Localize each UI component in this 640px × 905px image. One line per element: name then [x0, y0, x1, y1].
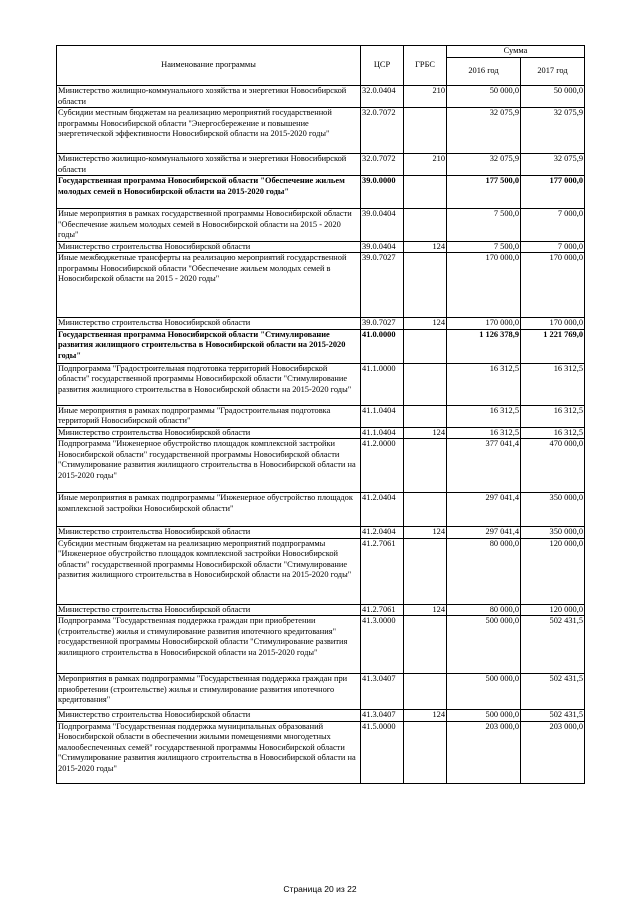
grbs-cell [404, 493, 447, 527]
grbs-cell: 124 [404, 710, 447, 722]
grbs-cell: 210 [404, 154, 447, 176]
grbs-cell [404, 538, 447, 604]
table-row [57, 674, 585, 710]
grbs-cell: 124 [404, 604, 447, 616]
csr-cell: 41.3.0000 [361, 616, 404, 674]
amount-2016-cell: 80 000,0 [447, 538, 521, 604]
amount-2017-cell: 350 000,0 [521, 493, 585, 527]
amount-2016-cell: 50 000,0 [447, 86, 521, 108]
grbs-cell [404, 176, 447, 209]
amount-2016-cell: 16 312,5 [447, 363, 521, 405]
amount-2017-cell: 177 000,0 [521, 176, 585, 209]
header-year-2017: 2017 год [521, 58, 585, 86]
grbs-cell [404, 616, 447, 674]
grbs-cell: 210 [404, 86, 447, 108]
amount-2016-cell: 297 041,4 [447, 493, 521, 527]
program-name-cell: Подпрограмма "Инженерное обустройство площадок комплексной застройки Новосибирской области" государственной программы Новосибирской области "Стимулирование развития жилищного строительства в Новосибирской области на 2015-2020 годы" [57, 439, 361, 493]
header-grbs: ГРБС [404, 46, 447, 86]
csr-cell: 41.3.0407 [361, 674, 404, 710]
grbs-cell [404, 439, 447, 493]
grbs-cell [404, 108, 447, 154]
amount-2016-cell: 500 000,0 [447, 710, 521, 722]
amount-2017-cell: 7 000,0 [521, 209, 585, 242]
program-name-cell: Министерство строительства Новосибирской области [57, 318, 361, 330]
grbs-cell [404, 209, 447, 242]
amount-2016-cell: 170 000,0 [447, 253, 521, 318]
table-row [57, 604, 585, 616]
amount-2016-cell: 377 041,4 [447, 439, 521, 493]
program-name-cell: Государственная программа Новосибирской области "Стимулирование развития жилищного строительства в Новосибирской области на 2015-2020 годы" [57, 329, 361, 363]
csr-cell: 41.1.0000 [361, 363, 404, 405]
grbs-cell [404, 363, 447, 405]
amount-2016-cell: 16 312,5 [447, 427, 521, 439]
grbs-cell: 124 [404, 318, 447, 330]
amount-2017-cell: 50 000,0 [521, 86, 585, 108]
table-row [57, 493, 585, 527]
program-name-cell: Подпрограмма "Государственная поддержка муниципальных образований Новосибирской области в обеспечении жилыми помещениями многодетных малообеспеченных семей" государственной программы Новосибирской области "Стимулирование развития жилищного строительства в Новосибирской области на 2015-2020 годы" [57, 721, 361, 783]
csr-cell: 32.0.0404 [361, 86, 404, 108]
header-year-2016: 2016 год [447, 58, 521, 86]
program-name-cell: Подпрограмма "Государственная поддержка граждан при приобретении (строительстве) жилья и стимулирование развития ипотечного кредитования" государственной программы Новосибирской области "Стимулирование развития жилищного строительства в Новосибирской области на 2015-2020 годы" [57, 616, 361, 674]
table-row [57, 427, 585, 439]
csr-cell: 41.2.7061 [361, 538, 404, 604]
page-number: Страница 20 из 22 [283, 884, 357, 894]
csr-cell: 41.3.0407 [361, 710, 404, 722]
table-row [57, 439, 585, 493]
table-row [57, 721, 585, 783]
amount-2017-cell: 16 312,5 [521, 405, 585, 427]
csr-cell: 41.1.0404 [361, 405, 404, 427]
amount-2016-cell: 500 000,0 [447, 616, 521, 674]
amount-2017-cell: 502 431,5 [521, 710, 585, 722]
table-row [57, 318, 585, 330]
table-row [57, 241, 585, 253]
program-name-cell: Министерство строительства Новосибирской области [57, 710, 361, 722]
amount-2016-cell: 7 500,0 [447, 209, 521, 242]
csr-cell: 32.0.7072 [361, 108, 404, 154]
program-name-cell: Министерство строительства Новосибирской области [57, 241, 361, 253]
amount-2017-cell: 32 075,9 [521, 154, 585, 176]
amount-2016-cell: 170 000,0 [447, 318, 521, 330]
grbs-cell [404, 329, 447, 363]
amount-2016-cell: 1 126 378,9 [447, 329, 521, 363]
table-row [57, 154, 585, 176]
csr-cell: 41.0.0000 [361, 329, 404, 363]
program-name-cell: Министерство строительства Новосибирской области [57, 527, 361, 539]
program-name-cell: Подпрограмма "Градостроительная подготовка территорий Новосибирской области" государственной программы Новосибирской области "Стимулирование развития жилищного строительства в Новосибирской области на 2015-2020 годы" [57, 363, 361, 405]
amount-2016-cell: 297 041,4 [447, 527, 521, 539]
grbs-cell [404, 253, 447, 318]
amount-2016-cell: 32 075,9 [447, 108, 521, 154]
amount-2017-cell: 502 431,5 [521, 674, 585, 710]
csr-cell: 41.5.0000 [361, 721, 404, 783]
amount-2017-cell: 16 312,5 [521, 427, 585, 439]
amount-2017-cell: 120 000,0 [521, 538, 585, 604]
csr-cell: 41.2.0000 [361, 439, 404, 493]
csr-cell: 39.0.7027 [361, 253, 404, 318]
csr-cell: 41.2.7061 [361, 604, 404, 616]
program-name-cell: Министерство строительства Новосибирской области [57, 604, 361, 616]
table-row [57, 86, 585, 108]
program-name-cell: Иные межбюджетные трансферты на реализацию мероприятий государственной программы Новосибирской области "Обеспечение жильем молодых семей в Новосибирской области на 2015 - 2020 годы" [57, 253, 361, 318]
table-row [57, 108, 585, 154]
table-row [57, 538, 585, 604]
amount-2017-cell: 170 000,0 [521, 253, 585, 318]
table-row [57, 209, 585, 242]
csr-cell: 39.0.0404 [361, 241, 404, 253]
program-name-cell: Министерство жилищно-коммунального хозяйства и энергетики Новосибирской области [57, 86, 361, 108]
amount-2017-cell: 203 000,0 [521, 721, 585, 783]
amount-2016-cell: 80 000,0 [447, 604, 521, 616]
table-row [57, 253, 585, 318]
grbs-cell: 124 [404, 527, 447, 539]
amount-2017-cell: 7 000,0 [521, 241, 585, 253]
amount-2016-cell: 32 075,9 [447, 154, 521, 176]
table-row [57, 405, 585, 427]
amount-2017-cell: 502 431,5 [521, 616, 585, 674]
csr-cell: 32.0.7072 [361, 154, 404, 176]
program-name-cell: Иные мероприятия в рамках государственной программы Новосибирской области "Обеспечение жильем молодых семей в Новосибирской области на 2015 - 2020 годы" [57, 209, 361, 242]
amount-2017-cell: 32 075,9 [521, 108, 585, 154]
program-name-cell: Министерство жилищно-коммунального хозяйства и энергетики Новосибирской области [57, 154, 361, 176]
grbs-cell [404, 405, 447, 427]
table-row [57, 176, 585, 209]
grbs-cell [404, 721, 447, 783]
table-row [57, 363, 585, 405]
amount-2017-cell: 1 221 769,0 [521, 329, 585, 363]
header-sum: Сумма [447, 46, 585, 58]
program-name-cell: Субсидии местным бюджетам на реализацию мероприятий подпрограммы "Инженерное обустройство площадок комплексной застройки Новосибирской области" государственной программы Новосибирской области "Стимулирование развития жилищного строительства в Новосибирской области на 2015-2020 годы" [57, 538, 361, 604]
program-name-cell: Государственная программа Новосибирской области "Обеспечение жильем молодых семей в Новосибирской области на 2015-2020 годы" [57, 176, 361, 209]
amount-2017-cell: 16 312,5 [521, 363, 585, 405]
csr-cell: 41.2.0404 [361, 493, 404, 527]
csr-cell: 39.0.0000 [361, 176, 404, 209]
amount-2016-cell: 16 312,5 [447, 405, 521, 427]
program-name-cell: Мероприятия в рамках подпрограммы "Государственная поддержка граждан при приобретении (строительстве) жилья и стимулирование развития ипотечного кредитования" [57, 674, 361, 710]
csr-cell: 39.0.0404 [361, 209, 404, 242]
budget-table [56, 45, 585, 784]
program-name-cell: Иные мероприятия в рамках подпрограммы "Градостроительная подготовка территорий Новосибирской области" [57, 405, 361, 427]
program-name-cell: Субсидии местным бюджетам на реализацию мероприятий государственной программы Новосибирской области "Энергосбережение и повышение энергетической эффективности Новосибирской области на 2015-2020 годы" [57, 108, 361, 154]
amount-2017-cell: 120 000,0 [521, 604, 585, 616]
amount-2017-cell: 170 000,0 [521, 318, 585, 330]
table-row [57, 616, 585, 674]
amount-2017-cell: 470 000,0 [521, 439, 585, 493]
header-csr: ЦСР [361, 46, 404, 86]
amount-2016-cell: 7 500,0 [447, 241, 521, 253]
csr-cell: 41.1.0404 [361, 427, 404, 439]
grbs-cell: 124 [404, 427, 447, 439]
program-name-cell: Иные мероприятия в рамках подпрограммы "Инженерное обустройство площадок комплексной застройки Новосибирской области" [57, 493, 361, 527]
grbs-cell [404, 674, 447, 710]
csr-cell: 41.2.0404 [361, 527, 404, 539]
amount-2016-cell: 203 000,0 [447, 721, 521, 783]
table-row [57, 710, 585, 722]
grbs-cell: 124 [404, 241, 447, 253]
amount-2016-cell: 177 500,0 [447, 176, 521, 209]
program-name-cell: Министерство строительства Новосибирской области [57, 427, 361, 439]
table-row [57, 527, 585, 539]
amount-2017-cell: 350 000,0 [521, 527, 585, 539]
header-program-name: Наименование программы [57, 46, 361, 86]
amount-2016-cell: 500 000,0 [447, 674, 521, 710]
table-row [57, 329, 585, 363]
csr-cell: 39.0.7027 [361, 318, 404, 330]
